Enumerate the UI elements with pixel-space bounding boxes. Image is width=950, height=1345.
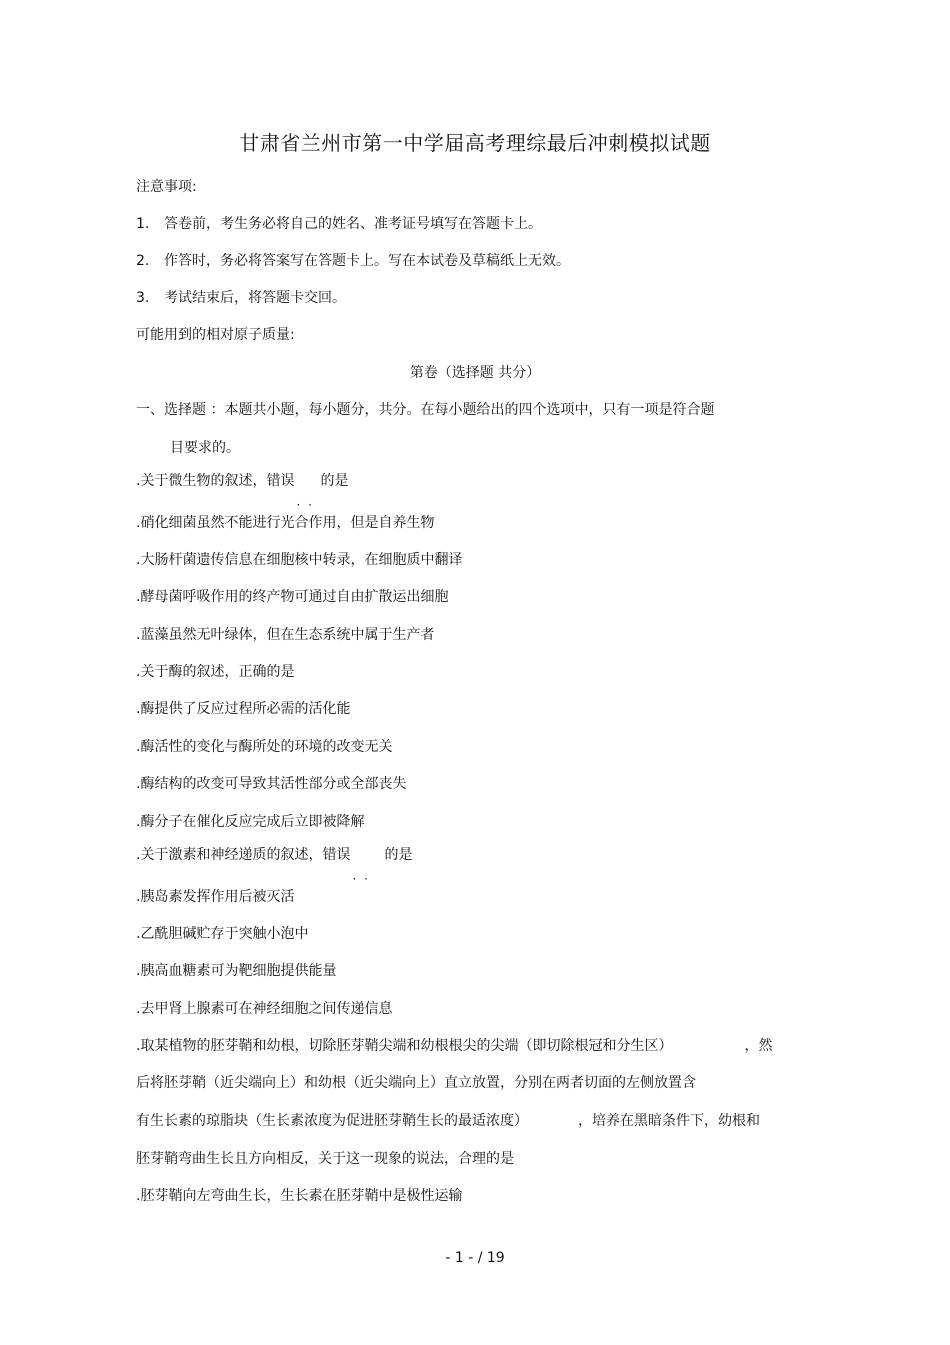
option-item: .胰高血糖素可为靶细胞提供能量 xyxy=(136,963,337,979)
option-item: .硝化细菌虽然不能进行光合作用，但是自养生物 xyxy=(136,515,435,531)
question-stem: .关于酶的叙述，正确的是 xyxy=(136,664,295,680)
stem-text: 有生长素的琼脂块（生长素浓度为促进胚芽鞘生长的最适浓度） xyxy=(136,1113,528,1129)
notice-text: 考试结束后，将答题卡交回。 xyxy=(164,290,346,306)
page-title: 甘肃省兰州市第一中学届高考理综最后冲刺模拟试题 xyxy=(239,131,711,155)
section-title: 第卷（选择题 共分） xyxy=(409,365,541,381)
question-stem xyxy=(136,471,348,491)
stem-text: .取某植物的胚芽鞘和幼根，切除胚芽鞘尖端和幼根根尖的尖端（即切除根冠和分生区） xyxy=(136,1038,673,1054)
stem-text: ，然 xyxy=(744,1038,773,1054)
notice-item xyxy=(136,288,346,308)
option-item: .酵母菌呼吸作用的终产物可通过自由扩散运出细胞 xyxy=(136,589,449,605)
page-number: - 1 - / 19 xyxy=(445,1250,505,1266)
instruction-line: 目要求的。 xyxy=(170,440,240,456)
stem-text: 的是 xyxy=(384,847,413,863)
question-stem-line: 后将胚芽鞘（近尖端向上）和幼根（近尖端向上）直立放置，分别在两者切面的左侧放置含 xyxy=(136,1075,696,1091)
question-stem-line: 胚芽鞘弯曲生长且方向相反，关于这一现象的说法，合理的是 xyxy=(136,1151,514,1167)
notice-text: 作答时，务必将答案写在答题卡上。写在本试卷及草稿纸上无效。 xyxy=(164,253,570,269)
option-item: .乙酰胆碱贮存于突触小泡中 xyxy=(136,926,309,942)
option-item: .酶活性的变化与酶所处的环境的改变无关 xyxy=(136,739,393,755)
option-item: .蓝藻虽然无叶绿体，但在生态系统中属于生产者 xyxy=(136,627,435,643)
question-stem xyxy=(136,845,412,865)
option-item: .酶结构的改变可导致其活性部分或全部丧失 xyxy=(136,776,407,792)
atomic-mass-line: 可能用到的相对原子质量: xyxy=(136,327,295,343)
stem-text: ，培养在黑暗条件下，幼根和 xyxy=(578,1113,760,1129)
notice-text: 答卷前，考生务必将自己的姓名、准考证号填写在答题卡上。 xyxy=(164,216,542,232)
notice-heading: 注意事项: xyxy=(136,179,197,195)
option-item: .胰岛素发挥作用后被灭活 xyxy=(136,889,295,905)
stem-text: .关于微生物的叙述，错误 xyxy=(136,473,295,489)
option-item: .酶提供了反应过程所必需的活化能 xyxy=(136,701,351,717)
notice-item xyxy=(136,251,570,271)
option-item: .胚芽鞘向左弯曲生长，生长素在胚芽鞘中是极性运输 xyxy=(136,1188,463,1204)
stem-text: 的是 xyxy=(320,473,349,489)
notice-number: 1. xyxy=(136,216,150,232)
notice-number: 2. xyxy=(136,253,150,269)
option-item: .大肠杆菌遗传信息在细胞核中转录，在细胞质中翻译 xyxy=(136,552,463,568)
instruction-line: 一、选择题 ：本题共小题，每小题分，共分。在每小题给出的四个选项中，只有一项是符合题 xyxy=(136,402,715,418)
question-stem-line xyxy=(136,1036,772,1056)
stem-text: .关于激素和神经递质的叙述，错误 xyxy=(136,847,351,863)
option-item: .酶分子在催化反应完成后立即被降解 xyxy=(136,814,365,830)
option-item: .去甲肾上腺素可在神经细胞之间传递信息 xyxy=(136,1001,393,1017)
question-stem-line xyxy=(136,1111,760,1131)
notice-number: 3. xyxy=(136,290,150,306)
notice-item xyxy=(136,214,542,234)
